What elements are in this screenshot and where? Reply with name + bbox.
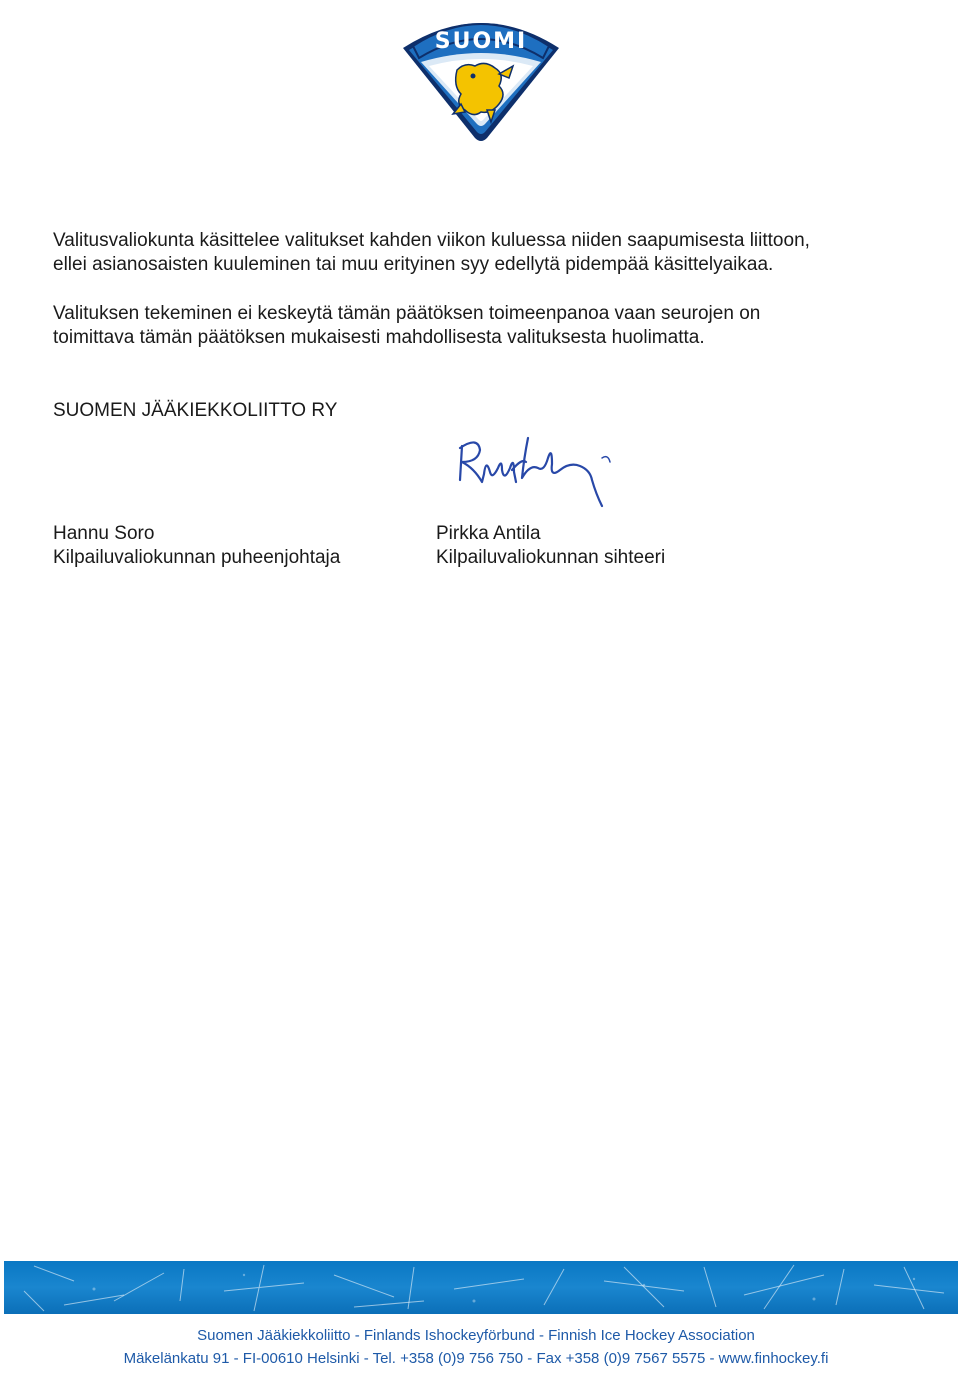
signer-secretary (436, 522, 665, 570)
signer-chairman (53, 522, 340, 570)
footer-contact-info: Mäkelänkatu 91 - FI-00610 Helsinki - Tel. +358 (0)9 756 750 - Fax +358 (0)9 7567 5575 - www.finhockey.fi (123, 1350, 829, 1367)
signer-title: Kilpailuvaliokunnan sihteeri (436, 547, 666, 568)
paragraph-line: toimittava tämän päätöksen mukaisesti mahdollisesta valituksesta huolimatta. (53, 327, 705, 348)
signer-name: Hannu Soro (53, 523, 155, 544)
paragraph-line: Valituksen tekeminen ei keskeytä tämän päätöksen toimeenpanoa vaan seurojen on (53, 303, 761, 324)
signer-title: Kilpailuvaliokunnan puheenjohtaja (53, 547, 341, 568)
paragraph-line: Valitusvaliokunta käsittelee valitukset kahden viikon kuluessa niiden saapumisesta liittoon, (53, 230, 810, 251)
organization-name: SUOMEN JÄÄKIEKKOLIITTO RY (53, 400, 338, 421)
suomi-crest-icon (395, 4, 567, 144)
signer-name: Pirkka Antila (436, 523, 541, 544)
handwritten-signature (452, 428, 617, 510)
paragraph-line: ellei asianosaisten kuuleminen tai muu erityinen syy edellytä pidempää käsittelyaikaa. (53, 254, 774, 275)
ice-scratch-texture-icon (4, 1261, 958, 1314)
suomi-logo (395, 4, 567, 144)
footer-association-names: Suomen Jääkiekkoliitto - Finlands Ishockeyförbund - Finnish Ice Hockey Association (197, 1327, 755, 1344)
signature-icon (452, 428, 617, 510)
paragraph-appeal-effect (53, 302, 913, 350)
paragraph-appeal-handling (53, 229, 913, 277)
svg-text:SUOMI: SUOMI (434, 29, 528, 54)
footer-ice-band (4, 1261, 958, 1314)
